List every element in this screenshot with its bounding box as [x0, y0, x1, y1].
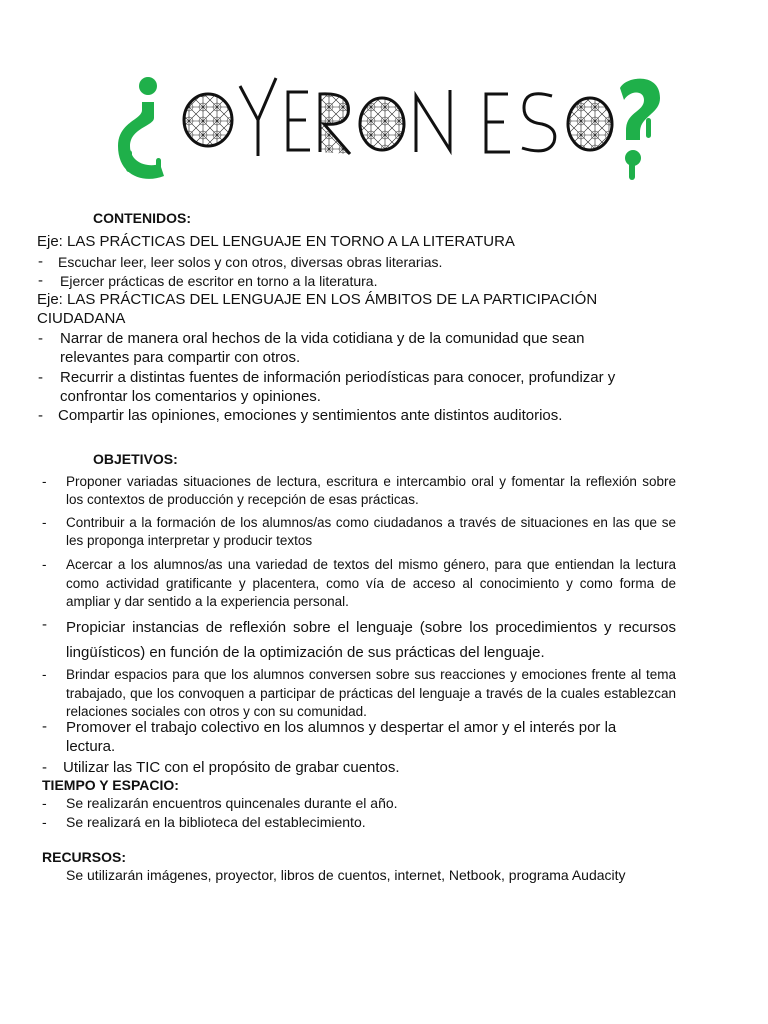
eje2-title-line1: Eje: LAS PRÁCTICAS DEL LENGUAJE EN LOS ÁMBITOS DE LA PARTICIPACIÓN: [37, 291, 598, 308]
list-item-continued: confrontar los comentarios y opiniones.: [60, 388, 321, 405]
list-item: Ejercer prácticas de escritor en torno a la literatura.: [60, 273, 378, 289]
bullet: -: [42, 515, 47, 530]
oyeron-eso-logo: [112, 58, 664, 182]
eje2-title-line2: CIUDADANA: [37, 310, 126, 327]
green-inverted-question-mark-icon: [118, 77, 164, 179]
green-question-mark-icon: [620, 79, 660, 180]
letter-e-icon: [288, 92, 310, 150]
letter-o-icon: [184, 94, 232, 146]
letter-o3-icon: [568, 98, 612, 150]
bullet: -: [42, 795, 47, 811]
list-item: Promover el trabajo colectivo en los alumnos y despertar el amor y el interés por la lectura.: [66, 719, 617, 755]
recursos-heading: RECURSOS:: [42, 849, 127, 865]
list-item: Recurrir a distintas fuentes de información periodísticas para conocer, profundizar y: [60, 369, 616, 386]
list-item-continued: relevantes para compartir con otros.: [60, 349, 301, 366]
bullet: -: [42, 557, 47, 572]
list-item: Compartir las opiniones, emociones y sentimientos ante distintos auditorios.: [58, 407, 563, 424]
letter-r-icon: [320, 94, 350, 154]
list-item: Acercar a los alumnos/as una variedad de textos del mismo género, para que entiendan la lectura como actividad gratificante y placentera, como vía de acceso al conocimiento y como forma de ampliar y dar sentido a la experiencia personal.: [66, 557, 676, 609]
tiempo-heading: TIEMPO Y ESPACIO:: [42, 777, 179, 793]
list-item: Brindar espacios para que los alumnos conversen sobre sus reacciones y emociones frente al tema trabajado, que los convoquen a participar de prácticas del lenguaje a través de la cuales establezcan relaciones sociales con otros y con su comunidad.: [66, 667, 676, 719]
list-item: Contribuir a la formación de los alumnos/as como ciudadanos a través de situaciones en las que se les proponga interpretar y producir textos: [66, 515, 676, 548]
bullet: -: [42, 474, 47, 489]
eje1-title: Eje: LAS PRÁCTICAS DEL LENGUAJE EN TORNO A LA LITERATURA: [37, 233, 515, 250]
bullet: -: [42, 616, 47, 633]
bullet: -: [42, 814, 47, 830]
recursos-text: Se utilizarán imágenes, proyector, libros de cuentos, internet, Netbook, programa Audacity: [66, 867, 626, 883]
bullet: -: [38, 253, 43, 270]
bullet: -: [38, 330, 43, 347]
letter-s-icon: [522, 94, 555, 151]
letter-o2-icon: [360, 98, 404, 150]
bullet: -: [38, 407, 43, 424]
letter-e2-icon: [486, 94, 510, 152]
letter-y-icon: [240, 78, 276, 156]
bullet: -: [38, 369, 43, 386]
objetivos-heading: OBJETIVOS:: [93, 451, 178, 467]
bullet: -: [42, 667, 47, 682]
bullet: -: [42, 759, 47, 776]
list-item: Narrar de manera oral hechos de la vida cotidiana y de la comunidad que sean: [60, 330, 585, 347]
list-item: Se realizará en la biblioteca del establecimiento.: [66, 814, 366, 830]
list-item: Se realizarán encuentros quincenales durante el año.: [66, 795, 398, 811]
contenidos-heading: CONTENIDOS:: [93, 210, 191, 226]
letter-n-icon: [416, 90, 450, 152]
list-item: Utilizar las TIC con el propósito de grabar cuentos.: [63, 759, 400, 776]
bullet: -: [38, 272, 43, 289]
list-item: Propiciar instancias de reflexión sobre el lenguaje (sobre los procedimientos y recursos lingüísticos) en función de la optimización de sus prácticas del lenguaje.: [66, 619, 676, 661]
list-item: Proponer variadas situaciones de lectura, escritura e intercambio oral y fomentar la reflexión sobre los contextos de producción y recepción de esas prácticas.: [66, 474, 676, 507]
list-item: Escuchar leer, leer solos y con otros, diversas obras literarias.: [58, 254, 443, 270]
bullet: -: [42, 718, 47, 735]
